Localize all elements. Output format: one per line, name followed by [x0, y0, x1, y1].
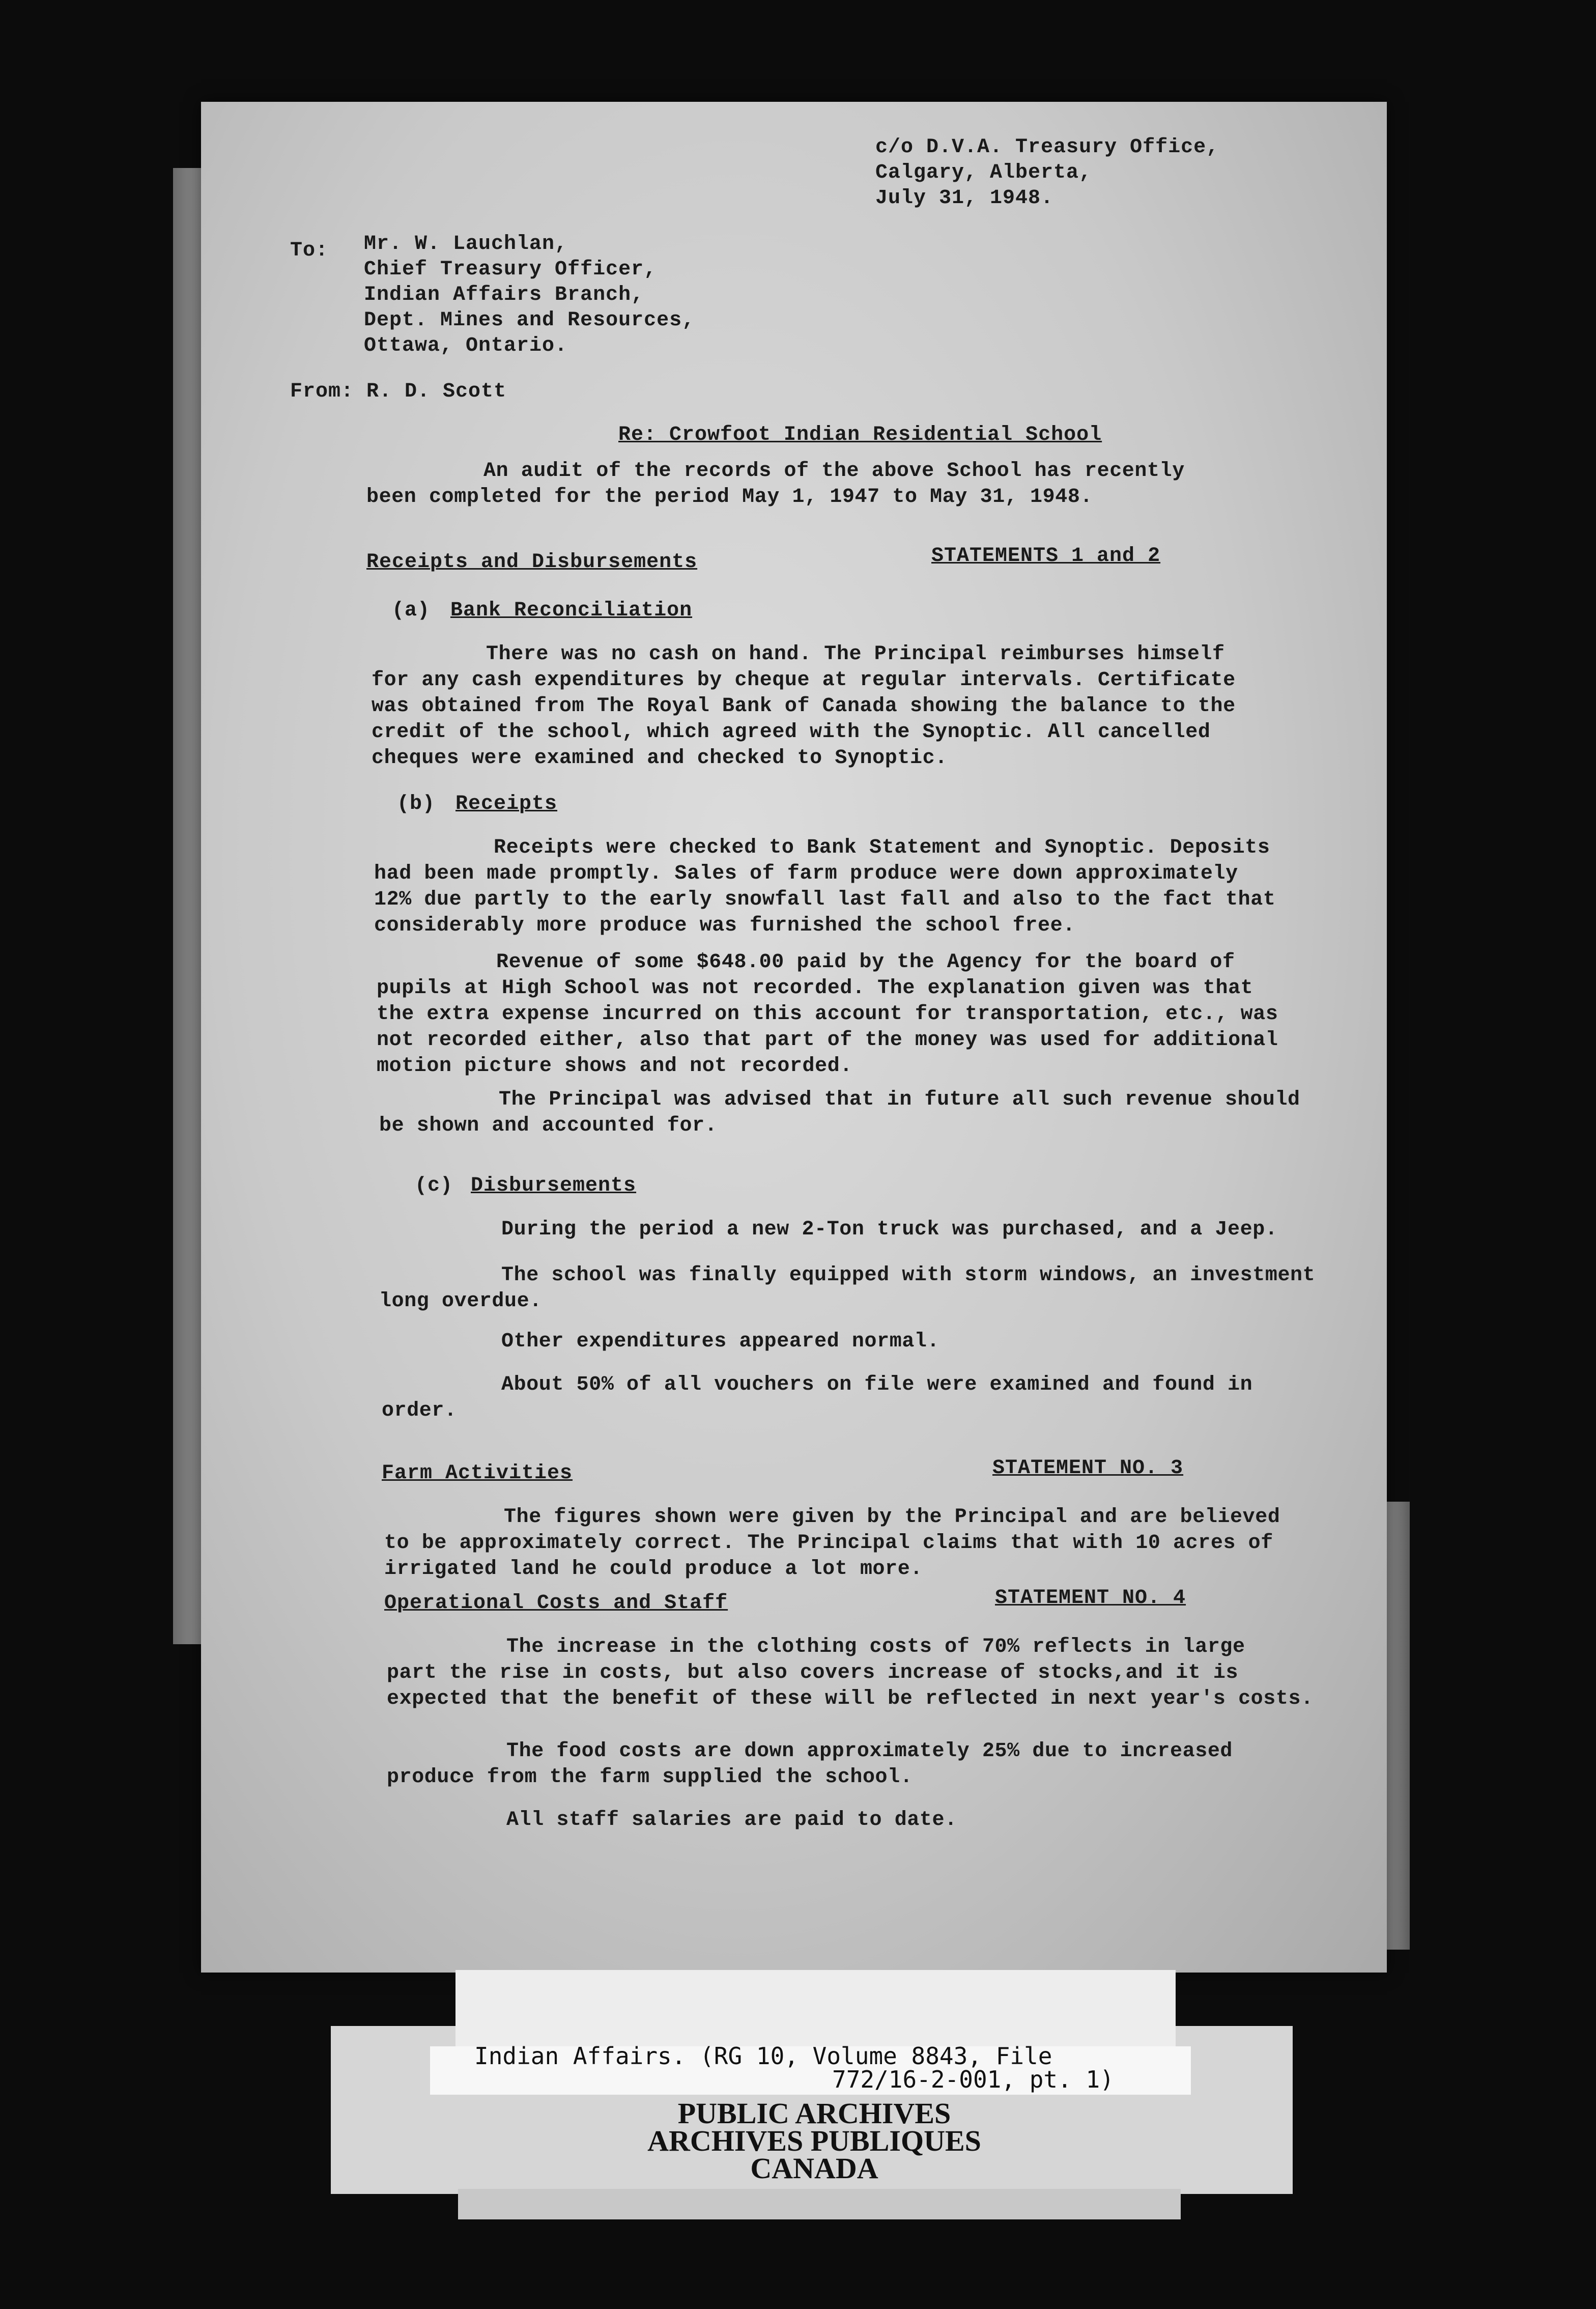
section-a-title: Bank Reconciliation: [450, 599, 693, 622]
section-c-label: (c): [415, 1174, 453, 1197]
receipts-heading: Receipts and Disbursements: [366, 551, 698, 574]
ops-statement: STATEMENT NO. 4: [995, 1587, 1186, 1610]
section-b-title: Receipts: [455, 793, 558, 815]
office-line-1: c/o D.V.A. Treasury Office,: [875, 136, 1219, 159]
subject-line: Re: Crowfoot Indian Residential School: [618, 424, 1102, 446]
section-b-text-1: Receipts were checked to Bank Statement and Synoptic. Deposits had been made promptly. Sales of farm produce were down approximately 12% due partly to the early snowfall last fall and also to the fact that considerably more produce was furnished the school free.: [374, 836, 1276, 937]
section-b-label: (b): [397, 793, 436, 815]
ops-heading: Operational Costs and Staff: [384, 1592, 728, 1615]
receipts-statement: STATEMENTS 1 and 2: [931, 545, 1161, 568]
from-line: From: R. D. Scott: [290, 380, 507, 403]
farm-statement: STATEMENT NO. 3: [992, 1457, 1184, 1480]
to-line-5: Ottawa, Ontario.: [364, 334, 568, 357]
to-line-2: Chief Treasury Officer,: [364, 258, 657, 281]
section-b-text-2: Revenue of some $648.00 paid by the Agency for the board of pupils at High School was not recorded. The explanation given was that the extra expense incurred on this account for transportation, etc., was not recorded either, also that part of the money was used for additional motion picture shows and not recorded.: [377, 951, 1278, 1078]
archive-label-bottom: [458, 2189, 1181, 2219]
archive-reference-line-2: 772/16-2-001, pt. 1): [832, 2066, 1114, 2093]
section-c-title: Disbursements: [471, 1174, 637, 1197]
farm-heading: Farm Activities: [382, 1462, 573, 1485]
ops-text-2: The food costs are down approximately 25% due to increased produce from the farm supplied the school.: [387, 1740, 1233, 1789]
section-c-text-4: About 50% of all vouchers on file were examined and found in order.: [382, 1373, 1253, 1422]
farm-text: The figures shown were given by the Principal and are believed to be approximately correct. The Principal claims that with 10 acres of irrigated land he could produce a lot more.: [384, 1506, 1280, 1581]
section-c-text-3: Other expenditures appeared normal.: [501, 1330, 940, 1353]
section-c-text-1: During the period a new 2-Ton truck was purchased, and a Jeep.: [501, 1218, 1278, 1241]
to-line-3: Indian Affairs Branch,: [364, 284, 644, 306]
archive-reference-line-1: Indian Affairs. (RG 10, Volume 8843, File: [474, 2042, 1052, 2070]
ops-text-3: All staff salaries are paid to date.: [506, 1809, 957, 1832]
section-a-label: (a): [392, 599, 431, 622]
archives-stamp: [590, 2097, 1038, 2185]
section-c-text-2: The school was finally equipped with storm windows, an investment long overdue.: [379, 1264, 1316, 1313]
ops-text-1: The increase in the clothing costs of 70% reflects in large part the rise in costs, but also covers increase of stocks,and it is expected that the benefit of these will be reflected in next year's costs.: [387, 1636, 1314, 1710]
to-line-4: Dept. Mines and Resources,: [364, 309, 695, 332]
section-a-text: There was no cash on hand. The Principal reimburses himself for any cash expenditures by cheque at regular intervals. Certificate was obtained from The Royal Bank of Canada showing the balance to the credit of the school, which agreed with the Synoptic. All cancelled cheques were examined and checked to Synoptic.: [372, 643, 1236, 770]
to-label: To:: [290, 239, 329, 262]
archives-line-2: ARCHIVES PUBLIQUES: [647, 2124, 981, 2157]
archives-line-3: CANADA: [750, 2152, 878, 2185]
archives-line-1: PUBLIC ARCHIVES: [677, 2097, 951, 2130]
section-b-text-3: The Principal was advised that in future all such revenue should be shown and accounted for.: [379, 1088, 1300, 1137]
office-line-2: Calgary, Alberta,: [875, 161, 1092, 184]
intro-paragraph: An audit of the records of the above School has recently been completed for the period May 1, 1947 to May 31, 1948.: [366, 460, 1185, 509]
document-page: [201, 102, 1387, 1973]
to-line-1: Mr. W. Lauchlan,: [364, 233, 568, 256]
letter-date: July 31, 1948.: [875, 187, 1054, 210]
